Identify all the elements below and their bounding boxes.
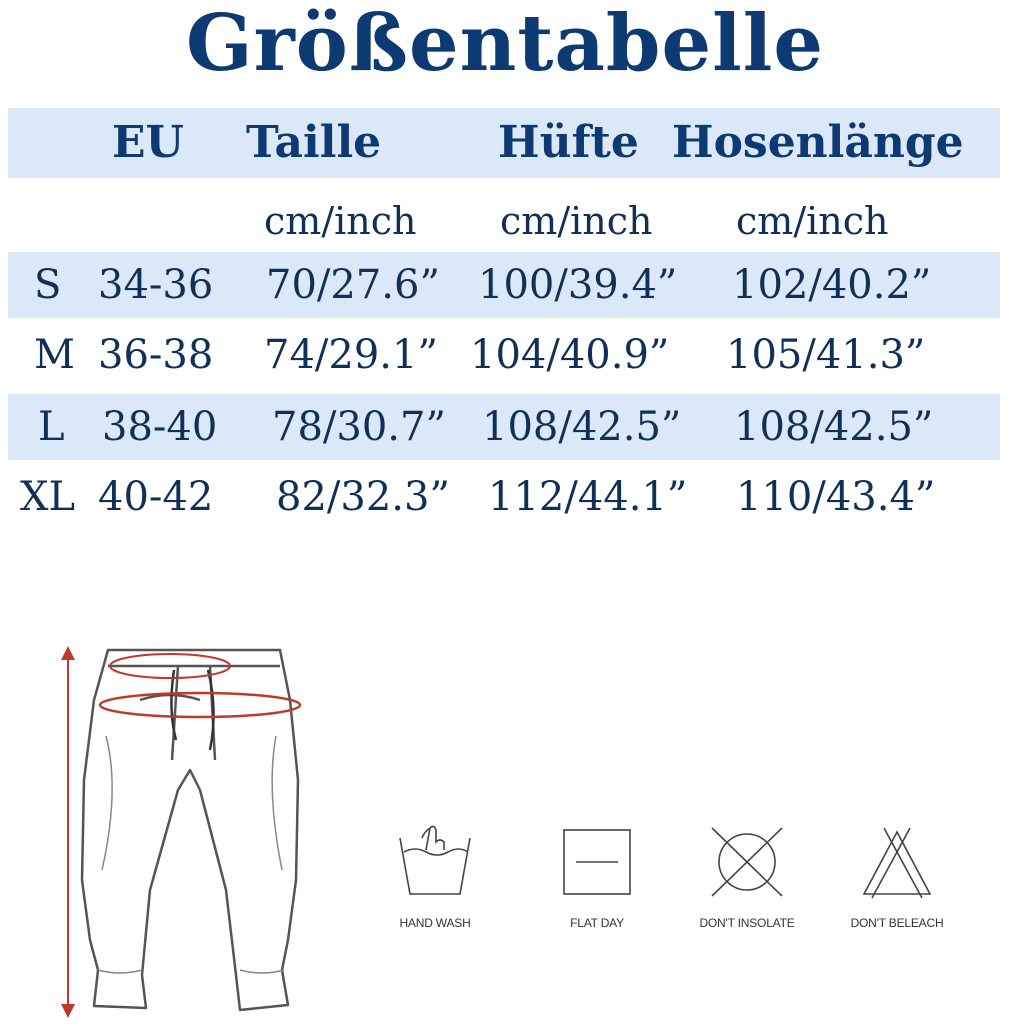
- flat-dry-icon: [552, 820, 642, 900]
- cell-taille: 74/29.1”: [264, 332, 438, 378]
- cell-hosenlaenge: 105/41.3”: [726, 332, 926, 378]
- dont-tumble-dry-icon: [702, 820, 792, 900]
- cell-huefte: 100/39.4”: [478, 262, 678, 308]
- care-hand-wash: [370, 820, 500, 930]
- cell-hosenlaenge: 110/43.4”: [736, 474, 936, 520]
- cell-taille: 78/30.7”: [272, 404, 446, 450]
- cell-size: L: [38, 404, 65, 450]
- cell-taille: 82/32.3”: [276, 474, 450, 520]
- dont-bleach-icon: [852, 820, 942, 900]
- cell-huefte: 112/44.1”: [488, 474, 688, 520]
- unit-huefte: cm/inch: [500, 199, 653, 243]
- cell-huefte: 108/42.5”: [482, 404, 682, 450]
- care-flat-dry: [532, 820, 662, 930]
- unit-taille: cm/inch: [264, 199, 417, 243]
- cell-hosenlaenge: 102/40.2”: [732, 262, 932, 308]
- care-label: FLAT DAY: [570, 916, 624, 930]
- cell-size: M: [34, 332, 75, 378]
- care-dont-insolate: [682, 820, 812, 930]
- care-label: DON'T BELEACH: [850, 916, 944, 930]
- cell-hosenlaenge: 108/42.5”: [734, 404, 934, 450]
- hand-wash-icon: [390, 820, 480, 900]
- care-label: HAND WASH: [399, 916, 471, 930]
- page-title: Größentabelle: [186, 0, 824, 89]
- cell-size: XL: [20, 474, 76, 520]
- header-hosenlaenge: Hosenlänge: [672, 117, 964, 168]
- pants-measurement-illustration: [50, 640, 310, 1020]
- cell-eu: 40-42: [98, 474, 214, 520]
- header-taille: Taille: [246, 117, 382, 168]
- cell-eu: 34-36: [98, 262, 214, 308]
- unit-hosenlaenge: cm/inch: [736, 199, 889, 243]
- cell-size: S: [34, 262, 62, 308]
- cell-taille: 70/27.6”: [266, 262, 440, 308]
- care-dont-bleach: [832, 820, 962, 930]
- cell-eu: 36-38: [98, 332, 214, 378]
- header-huefte: Hüfte: [498, 117, 639, 168]
- cell-eu: 38-40: [102, 404, 218, 450]
- care-label: DON'T INSOLATE: [699, 916, 795, 930]
- header-eu: EU: [112, 117, 184, 168]
- cell-huefte: 104/40.9”: [470, 332, 670, 378]
